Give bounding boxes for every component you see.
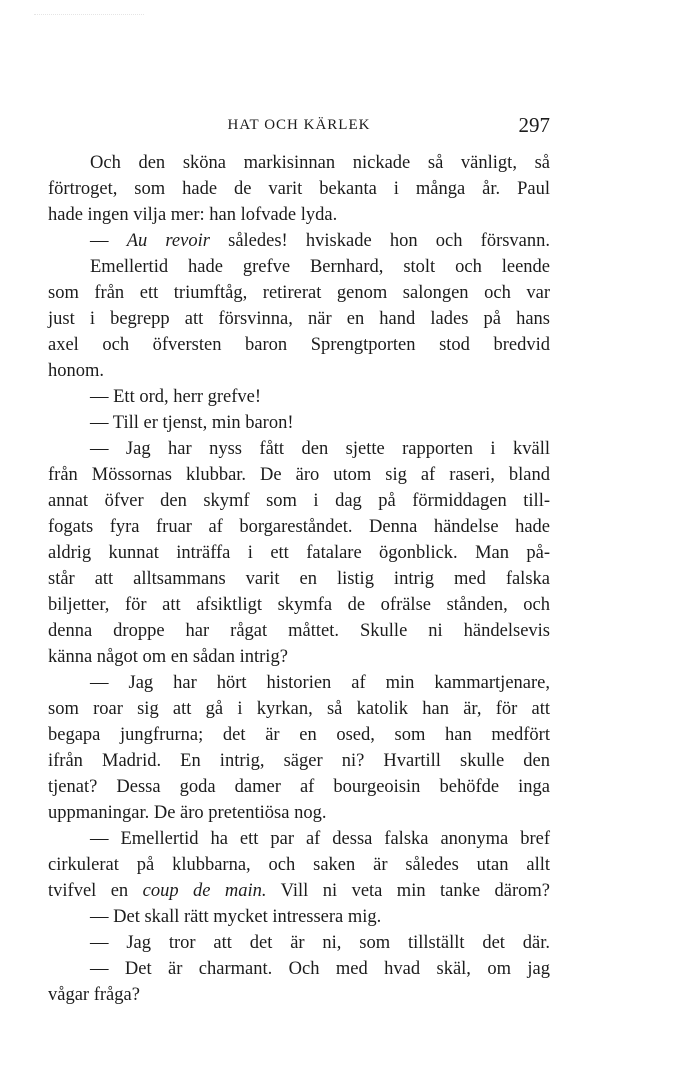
text-segment: denna droppe har rågat måttet. Skulle ni händelsevis	[48, 621, 550, 641]
text-line	[48, 982, 550, 1008]
text-segment: Emellertid hade grefve Bernhard, stolt och leende	[90, 257, 550, 277]
text-line	[48, 254, 550, 280]
text-line	[48, 384, 550, 410]
text-segment: står att alltsammans varit en listig intrig med falska	[48, 569, 550, 589]
text-line	[48, 150, 550, 176]
text-segment: tvifvel en	[48, 881, 143, 901]
text-line	[48, 540, 550, 566]
text-segment: aldrig kunnat inträffa i ett fatalare ögonblick. Man på-	[48, 543, 550, 563]
text-line	[48, 722, 550, 748]
text-segment: Och den sköna markisinnan nickade så vänligt, så	[90, 153, 550, 173]
text-line	[48, 332, 550, 358]
text-line	[48, 436, 550, 462]
text-segment: annat öfver den skymf som i dag på förmiddagen till-	[48, 491, 550, 511]
text-segment: fogats fyra fruar af borgareståndet. Denna händelse hade	[48, 517, 550, 537]
text-segment: ifrån Madrid. En intrig, säger ni? Hvartill skulle den	[48, 751, 550, 771]
text-line	[48, 826, 550, 852]
text-line	[48, 592, 550, 618]
body-text	[48, 150, 550, 1008]
text-segment: känna något om en sådan intrig?	[48, 647, 288, 667]
text-line	[48, 462, 550, 488]
text-segment: — Jag har nyss fått den sjette rapporten i kväll	[90, 439, 550, 459]
text-segment: uppmaningar. De äro pretentiösa nog.	[48, 803, 327, 823]
text-segment: vågar fråga?	[48, 985, 140, 1005]
text-line	[48, 774, 550, 800]
text-segment: — Emellertid ha ett par af dessa falska anonyma bref	[90, 829, 550, 849]
text-segment: från Mössornas klubbar. De äro utom sig af raseri, bland	[48, 465, 550, 485]
text-line	[48, 358, 550, 384]
text-line	[48, 956, 550, 982]
text-line	[48, 202, 550, 228]
text-line	[48, 644, 550, 670]
text-line	[48, 930, 550, 956]
text-segment: —	[90, 231, 127, 251]
text-segment: — Jag har hört historien af min kammartjenare,	[90, 673, 550, 693]
text-segment: — Ett ord, herr grefve!	[90, 387, 262, 407]
text-segment: just i begrepp att försvinna, när en hand lades på hans	[48, 309, 550, 329]
italic-phrase: Au revoir	[126, 231, 210, 251]
text-line	[48, 306, 550, 332]
text-line	[48, 176, 550, 202]
text-line	[48, 410, 550, 436]
page-number: 297	[518, 113, 550, 137]
text-segment: hade ingen vilja mer: han lofvade lyda.	[48, 205, 338, 225]
text-segment: axel och öfversten baron Sprengtporten stod bredvid	[48, 335, 550, 355]
text-segment: som från ett triumftåg, retirerat genom salongen och var	[48, 283, 550, 303]
scan-specks	[34, 14, 144, 19]
text-line	[48, 488, 550, 514]
text-segment: — Jag tror att det är ni, som tillställt det där.	[90, 933, 550, 953]
running-title: HAT OCH KÄRLEK	[227, 117, 371, 133]
text-segment: cirkulerat på klubbarna, och saken är således utan allt	[48, 855, 550, 875]
italic-phrase: coup de main.	[142, 881, 267, 901]
text-line	[48, 228, 550, 254]
text-line	[48, 748, 550, 774]
text-segment: Vill ni veta min tanke därom?	[266, 881, 550, 901]
text-segment: begapa jungfrurna; det är en osed, som han medfört	[48, 725, 550, 745]
text-line	[48, 904, 550, 930]
text-segment: honom.	[48, 361, 105, 381]
text-line	[48, 852, 550, 878]
text-line	[48, 878, 550, 904]
text-line	[48, 514, 550, 540]
text-segment: biljetter, för att afsiktligt skymfa de ofrälse stånden, och	[48, 595, 550, 615]
text-segment: — Det skall rätt mycket intressera mig.	[90, 907, 382, 927]
text-line	[48, 280, 550, 306]
text-line	[48, 618, 550, 644]
text-segment: förtroget, som hade de varit bekanta i många år. Paul	[48, 179, 550, 199]
text-line	[48, 670, 550, 696]
text-segment: som roar sig att gå i kyrkan, så katolik han är, för att	[48, 699, 550, 719]
text-line	[48, 696, 550, 722]
text-line	[48, 566, 550, 592]
page-header	[48, 113, 550, 141]
text-segment: tjenat? Dessa goda damer af bourgeoisin behöfde inga	[48, 777, 550, 797]
text-segment: — Det är charmant. Och med hvad skäl, om jag	[90, 959, 550, 979]
text-segment: — Till er tjenst, min baron!	[90, 413, 294, 433]
text-line	[48, 800, 550, 826]
text-segment: således! hviskade hon och försvann.	[209, 231, 551, 251]
